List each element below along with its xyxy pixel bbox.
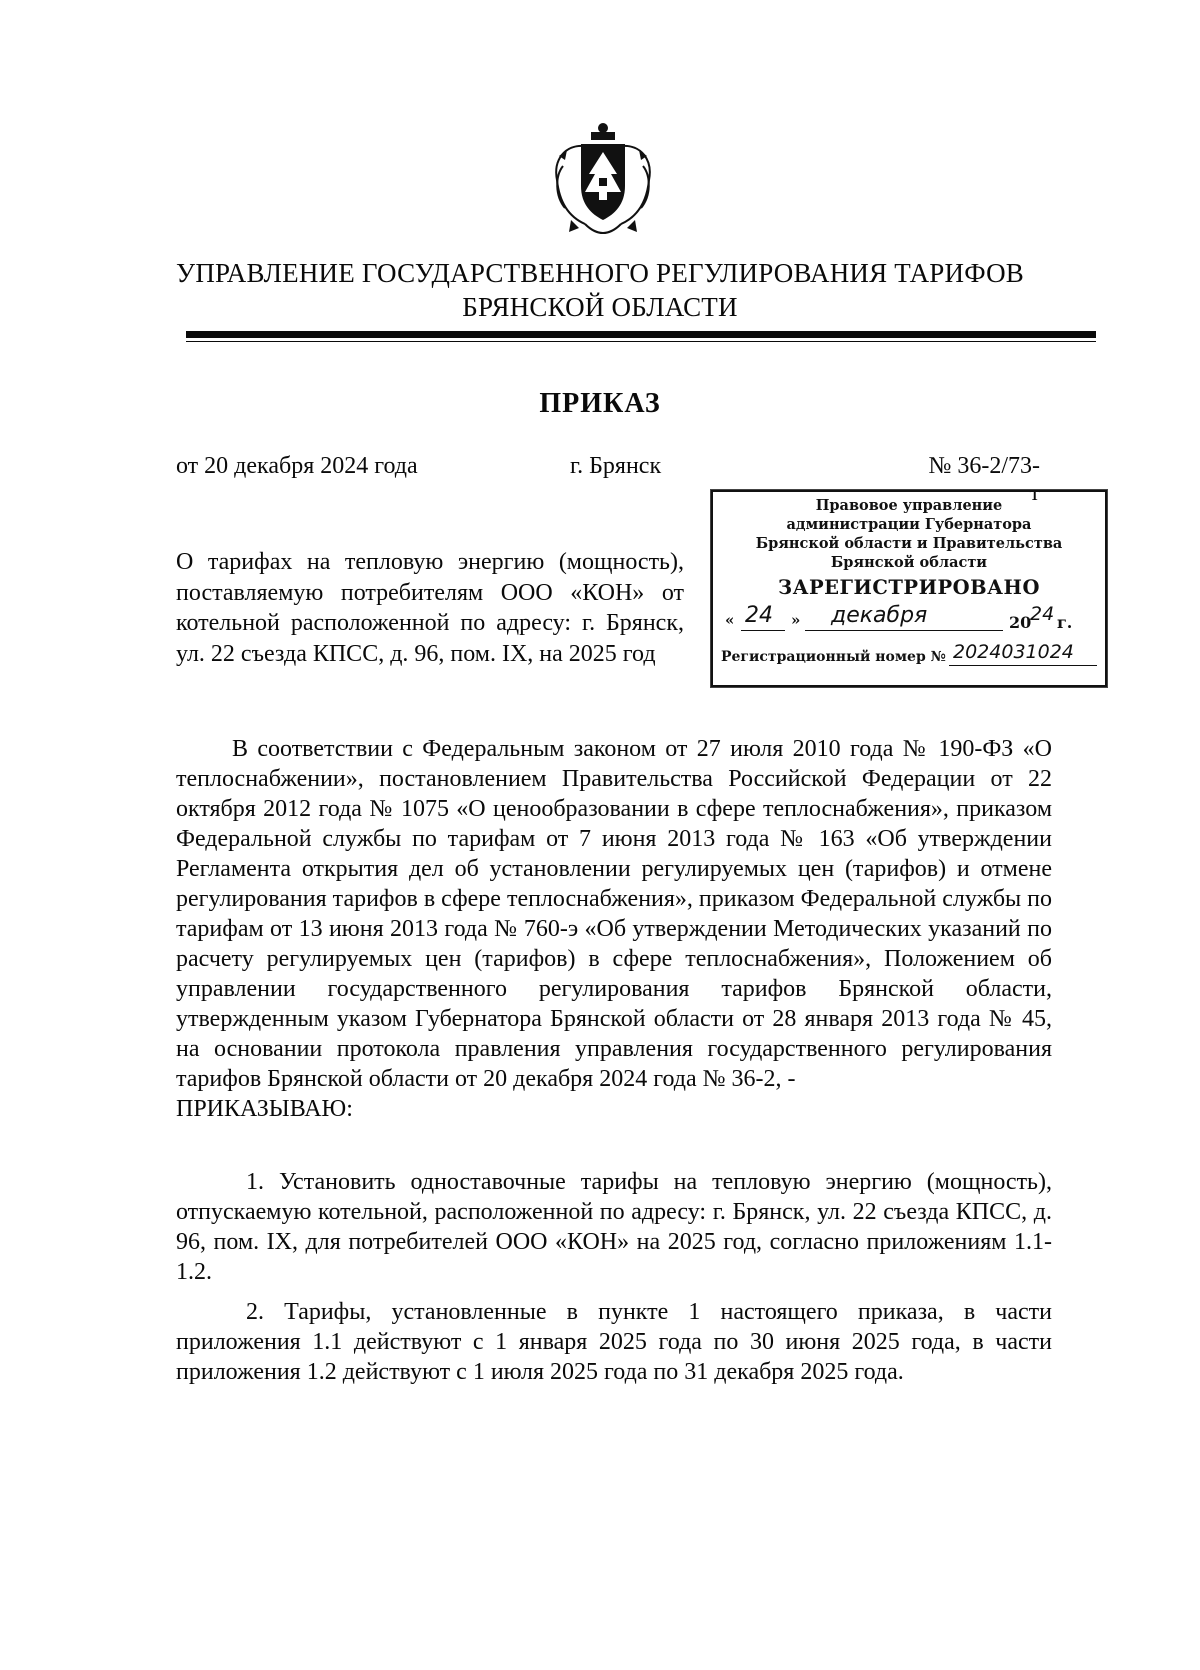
- preamble-paragraph: В соответствии с Федеральным законом от 27 июля 2010 года № 190-ФЗ «О теплоснабжении», постановлением Правительства Российской Федерации от 22 октября 2012 года № 1075 «О ценообразовании в сфере теплоснабжения», приказом Федеральной службы по тарифам от 7 июня 2013 года № 163 «Об утверждении Регламента открытия дел об установлении регулируемых цен (тарифов) и отмене регулирования тарифов в сфере теплоснабжения», приказом Федеральной службы по тарифам от 13 июня 2013 года № 760-э «Об утверждении Методических указаний по расчету регулируемых цен (тарифов) в сфере теплоснабжения», Положением об управлении государственного регулирования тарифов Брянской области, утвержденным указом Губернатора Брянской области от 28 января 2013 года № 45, на основании протокола правления управления государственного регулирования тарифов Брянской области от 20 декабря 2024 года № 36-2, -: [176, 736, 1053, 1092]
- document-title: ПРИКАЗ: [539, 388, 661, 419]
- stamp-reg-label: Регистрационный номер №: [721, 649, 946, 665]
- organization-line-1: УПРАВЛЕНИЕ ГОСУДАРСТВЕННОГО РЕГУЛИРОВАНИЯ ТАРИФОВ: [176, 258, 1024, 288]
- order-word: ПРИКАЗЫВАЮ:: [176, 1096, 353, 1122]
- day-underline: [741, 630, 785, 631]
- stamp-header: [713, 496, 1105, 572]
- document-city: г. Брянск: [570, 453, 662, 479]
- organization-name: [150, 256, 1050, 324]
- month-underline: [805, 630, 1003, 631]
- coat-of-arms-icon: [545, 116, 661, 244]
- header-divider-thick: [186, 331, 1096, 338]
- stamp-month: декабря: [831, 603, 928, 628]
- stamp-line-2: администрации Губернатора: [786, 516, 1032, 533]
- stamp-reg-number: 2024031024: [953, 641, 1074, 663]
- stamp-year-suffix: 24: [1030, 603, 1055, 625]
- document-number: № 36-2/73-т: [928, 453, 1040, 506]
- organization-line-2: БРЯНСКОЙ ОБЛАСТИ: [462, 292, 738, 322]
- stamp-registration-row: [713, 641, 1105, 671]
- reg-number-underline: [949, 665, 1097, 666]
- close-quote-mark: »: [791, 611, 801, 629]
- stamp-year-prefix: 20: [1009, 613, 1032, 632]
- stamp-registered: ЗАРЕГИСТРИРОВАНО: [778, 576, 1040, 599]
- stamp-line-1: Правовое управление: [815, 497, 1003, 514]
- order-item-2: 2. Тарифы, установленные в пункте 1 настоящего приказа, в части приложения 1.1 действуют с 1 января 2025 года по 30 июня 2025 года, в части приложения 1.2 действуют с 1 июля 2025 года по 31 декабря 2025 года.: [176, 1299, 1052, 1385]
- stamp-date-row: [713, 603, 1105, 639]
- open-quote-mark: «: [725, 611, 735, 629]
- stamp-line-3: Брянской области и Правительства: [755, 535, 1063, 552]
- document-date: от 20 декабря 2024 года: [176, 453, 418, 479]
- stamp-day: 24: [745, 603, 773, 628]
- stamp-year-unit: г.: [1057, 613, 1073, 632]
- stamp-line-4: Брянской области: [830, 554, 988, 571]
- header-divider-thin: [186, 341, 1096, 342]
- order-item-1: 1. Установить одноставочные тарифы на тепловую энергию (мощность), отпускаемую котельной, расположенной по адресу: г. Брянск, ул. 22 съезда КПСС, д. 96, пом. IX, для потребителей ООО «КОН» на 2025 год, согласно приложениям 1.1-1.2.: [176, 1169, 1052, 1285]
- registration-stamp: [711, 490, 1107, 687]
- document-subject: О тарифах на тепловую энергию (мощность), поставляемую потребителям ООО «КОН» от котельной расположенной по адресу: г. Брянск, ул. 22 съезда КПСС, д. 96, пом. IX, на 2025 год: [176, 549, 684, 667]
- document-body: [176, 734, 1052, 1387]
